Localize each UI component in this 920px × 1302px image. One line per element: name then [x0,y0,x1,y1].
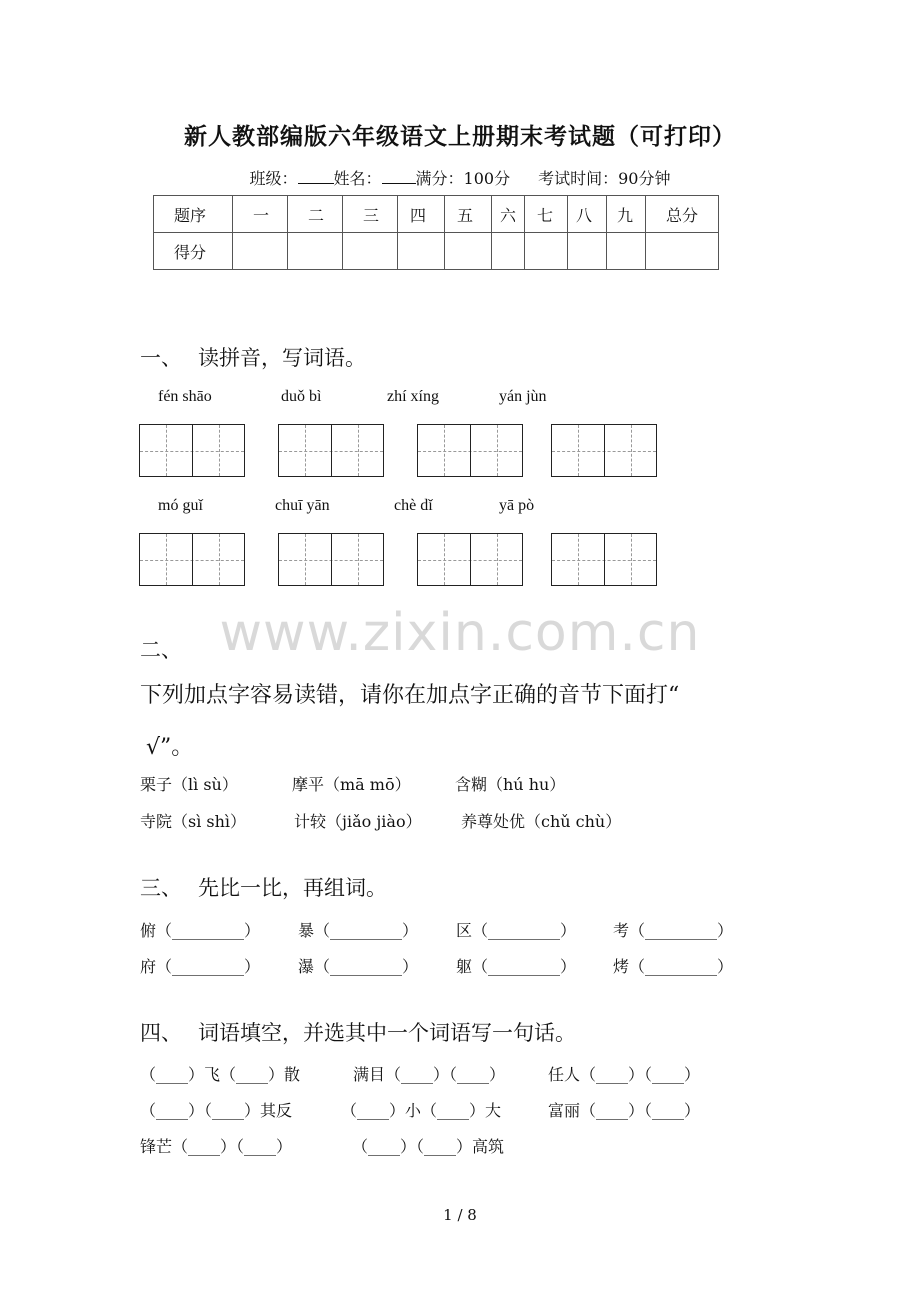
header-cell: 八 [568,196,607,233]
header-cell: 七 [525,196,568,233]
score-cell [445,233,492,270]
word-blank: 烤（_________） [613,957,734,976]
idiom-blank: 锋芒（____）（____） [140,1137,293,1156]
header-cell: 九 [607,196,646,233]
pinyin-choice: 养尊处优（chǔ chù） [461,812,622,831]
word-blank: 府（_________） [140,957,261,976]
section1-heading [140,342,366,372]
row-label: 得分 [154,233,233,270]
section-number: 四、 [140,1021,182,1045]
writing-box[interactable] [278,533,384,586]
writing-box[interactable] [551,533,657,586]
pinyin-choice: 摩平（mā mō） [292,775,411,794]
score-cell [343,233,398,270]
score-cell [525,233,568,270]
section-title: 读拼音，写词语。 [198,346,366,370]
header-cell: 六 [492,196,525,233]
score-cell [492,233,525,270]
header-cell: 二 [288,196,343,233]
header-cell: 题序 [154,196,233,233]
idiom-blank: （____）（____）高筑 [352,1137,505,1156]
header-cell: 总分 [646,196,719,233]
word-blank: 暴（_________） [298,921,419,940]
idiom-blank: （____）飞（____）散 [140,1065,301,1084]
watermark: www.zixin.com.cn [219,603,701,663]
word-blank: 考（_________） [613,921,734,940]
name-label: 姓名： [333,169,382,188]
pinyin-choice: 计较（jiǎo jiào） [294,812,422,831]
section2-instruction-cont: √”。 [146,735,194,760]
section-title: 词语填空，并选其中一个词语写一句话。 [198,1021,576,1045]
idiom-blank: 任人（____）（____） [548,1065,701,1084]
pinyin-choice: 栗子（lì sù） [140,775,238,794]
class-blank [298,169,334,184]
section2-instruction: 下列加点字容易读错，请你在加点字正确的音节下面打“ [140,683,680,708]
page-title: 新人教部编版六年级语文上册期末考试题（可打印） [184,123,736,150]
pinyin: mó guǐ [158,497,203,514]
name-blank [382,169,416,184]
score-value-row [154,233,719,270]
writing-box[interactable] [551,424,657,477]
idiom-blank: （____）（____）其反 [140,1101,293,1120]
idiom-blank: 富丽（____）（____） [548,1101,701,1120]
section2-number: 二、 [140,638,182,662]
pinyin-choice: 寺院（sì shì） [140,812,247,831]
idiom-blank: （____）小（____）大 [341,1101,502,1120]
pinyin: chuī yān [275,497,330,514]
score-header-row [154,196,719,233]
header-cell: 四 [398,196,445,233]
exam-time: 考试时间：90分钟 [538,169,671,188]
idiom-blank: 满目（____）（____） [353,1065,506,1084]
section-number: 一、 [140,346,182,370]
section-title: 先比一比，再组词。 [198,876,387,900]
score-cell [398,233,445,270]
pinyin: duǒ bì [281,388,322,405]
writing-box[interactable] [417,424,523,477]
section4-heading [140,1017,576,1047]
score-cell [568,233,607,270]
word-blank: 躯（_________） [456,957,577,976]
pinyin: fén shāo [158,388,212,405]
section3-heading [140,872,387,902]
section-number: 三、 [140,876,182,900]
pinyin: chè dǐ [394,497,433,514]
pinyin-choice: 含糊（hú hu） [455,775,566,794]
score-cell [607,233,646,270]
page-number: 1 / 8 [443,1206,477,1224]
word-blank: 俯（_________） [140,921,261,940]
score-cell [233,233,288,270]
pinyin: yā pò [499,497,535,514]
writing-box[interactable] [139,424,245,477]
word-blank: 区（_________） [456,921,577,940]
header-cell: 五 [445,196,492,233]
pinyin: zhí xíng [387,388,439,405]
word-blank: 瀑（_________） [298,957,419,976]
header-cell: 一 [233,196,288,233]
writing-box[interactable] [139,533,245,586]
full-score: 满分：100分 [415,169,511,188]
score-cell [288,233,343,270]
score-cell [646,233,719,270]
exam-info [0,166,920,189]
class-label: 班级： [249,169,298,188]
writing-box[interactable] [278,424,384,477]
writing-box[interactable] [417,533,523,586]
pinyin: yán jùn [499,388,547,405]
score-table [153,195,719,270]
header-cell: 三 [343,196,398,233]
